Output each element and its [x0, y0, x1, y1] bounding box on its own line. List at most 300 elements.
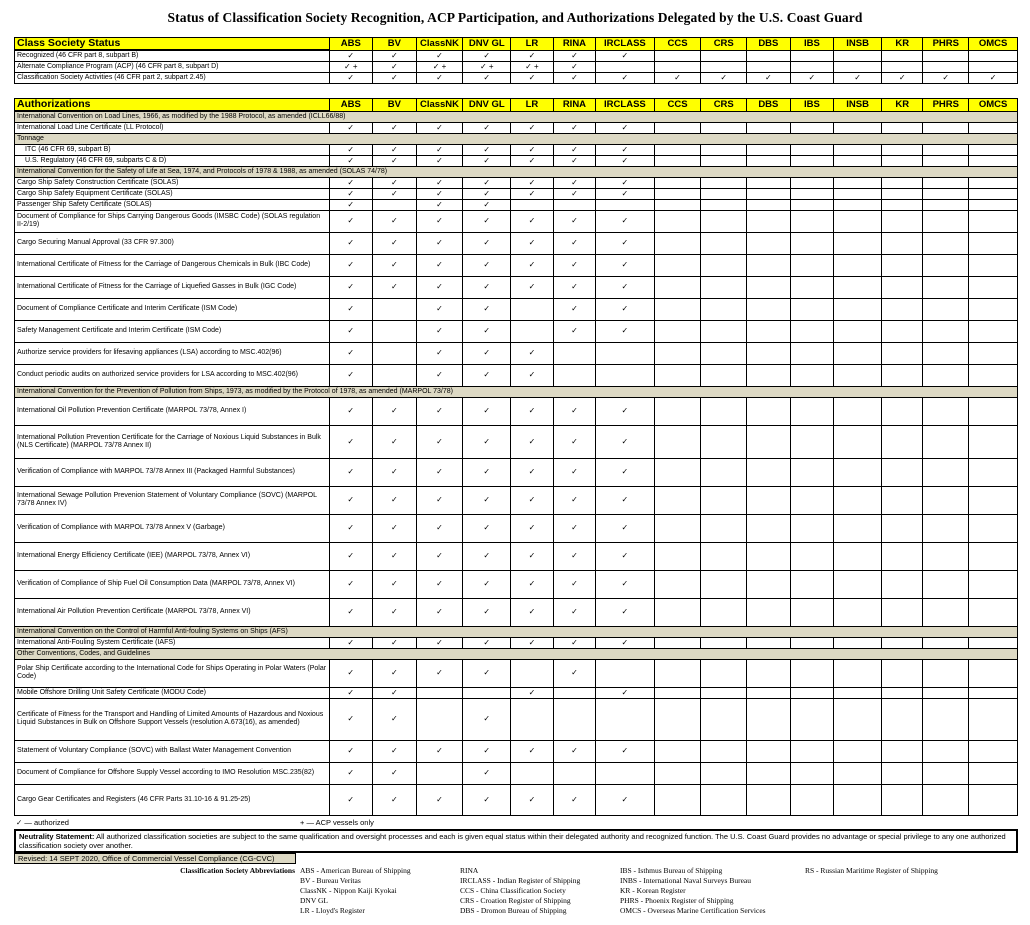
- section-label: Other Conventions, Codes, and Guidelines: [15, 648, 1018, 659]
- row-label: International Sewage Pollution Prevenion Statement of Voluntary Compliance (SOVC) (MARPOL 73/78 Annex IV): [15, 486, 330, 514]
- check-cell: [834, 542, 882, 570]
- check-cell: ✓: [596, 254, 654, 276]
- check-cell: ✓: [329, 762, 373, 784]
- check-cell: ✓: [373, 144, 417, 155]
- check-cell: ✓: [329, 659, 373, 687]
- check-cell: [834, 514, 882, 542]
- neutrality-text: All authorized classification societies are subject to the same qualification and oversight processes and each is given equal status within their delegated authority and recognized function. The U.S. Coast Guard provides no advantage or special privilege to any one authorized classification society over another.: [19, 832, 1006, 850]
- table-row: [15, 740, 1018, 762]
- check-cell: ✓: [329, 364, 373, 386]
- table-row: [15, 298, 1018, 320]
- check-cell: ✓: [596, 122, 654, 133]
- check-cell: [654, 570, 701, 598]
- check-cell: ✓: [463, 254, 511, 276]
- abbreviation-item: DNV GL: [300, 896, 328, 905]
- check-cell: [923, 659, 969, 687]
- legend-authorized: ✓ — authorized: [16, 818, 69, 827]
- check-cell: [654, 458, 701, 486]
- check-cell: ✓: [463, 570, 511, 598]
- check-cell: [790, 659, 834, 687]
- check-cell: ✓: [969, 72, 1018, 83]
- check-cell: ✓: [463, 342, 511, 364]
- abbreviation-item: OMCS - Overseas Marine Certification Services: [620, 906, 766, 915]
- check-cell: [834, 320, 882, 342]
- check-cell: [596, 698, 654, 740]
- check-cell: ✓: [329, 514, 373, 542]
- society-header: RINA: [553, 99, 596, 112]
- check-cell: ✓: [596, 486, 654, 514]
- check-cell: [969, 784, 1018, 815]
- check-cell: ✓: [553, 210, 596, 232]
- table-row: [15, 320, 1018, 342]
- check-cell: [923, 458, 969, 486]
- check-cell: ✓: [373, 784, 417, 815]
- check-cell: ✓: [416, 298, 463, 320]
- check-cell: [654, 740, 701, 762]
- check-cell: [790, 486, 834, 514]
- row-label: Authorize service providers for lifesaving appliances (LSA) according to MSC.402(96): [15, 342, 330, 364]
- check-cell: [834, 276, 882, 298]
- table-row: [15, 698, 1018, 740]
- check-cell: [747, 698, 791, 740]
- check-cell: [701, 177, 747, 188]
- check-cell: ✓: [511, 740, 554, 762]
- check-cell: [790, 144, 834, 155]
- check-cell: [834, 61, 882, 72]
- check-cell: [969, 425, 1018, 458]
- check-cell: ✓: [373, 61, 417, 72]
- check-cell: [834, 155, 882, 166]
- check-cell: [882, 254, 923, 276]
- check-cell: ✓: [416, 199, 463, 210]
- check-cell: ✓: [329, 254, 373, 276]
- check-cell: [701, 188, 747, 199]
- check-cell: [923, 177, 969, 188]
- check-cell: [969, 364, 1018, 386]
- row-label: Certificate of Fitness for the Transport and Handling of Limited Amounts of Hazardous and Noxious Liquid Substances in Bulk on Offshore Support Vessels (resolution A.673(16), as amended): [15, 698, 330, 740]
- check-cell: ✓: [511, 232, 554, 254]
- check-cell: ✓: [463, 199, 511, 210]
- check-cell: [882, 210, 923, 232]
- check-cell: ✓: [553, 570, 596, 598]
- authorizations-table: [14, 98, 1018, 816]
- check-cell: ✓: [463, 784, 511, 815]
- check-cell: [923, 298, 969, 320]
- table-row: [15, 177, 1018, 188]
- check-cell: ✓: [553, 637, 596, 648]
- section-row: [15, 386, 1018, 397]
- check-cell: ✓: [511, 364, 554, 386]
- check-cell: ✓: [416, 364, 463, 386]
- check-cell: ✓: [373, 155, 417, 166]
- check-cell: ✓: [373, 637, 417, 648]
- check-cell: [882, 342, 923, 364]
- check-cell: ✓: [553, 458, 596, 486]
- check-cell: ✓: [329, 177, 373, 188]
- check-cell: [790, 542, 834, 570]
- check-cell: ✓: [329, 298, 373, 320]
- check-cell: ✓: [373, 50, 417, 61]
- check-cell: [701, 659, 747, 687]
- check-cell: [790, 61, 834, 72]
- check-cell: ✓: [511, 50, 554, 61]
- check-cell: ✓: [511, 210, 554, 232]
- check-cell: [923, 254, 969, 276]
- check-cell: [790, 122, 834, 133]
- check-cell: ✓: [463, 122, 511, 133]
- table-row: [15, 637, 1018, 648]
- check-cell: ✓: [416, 188, 463, 199]
- check-cell: ✓: [553, 598, 596, 626]
- section-label: International Convention for the Safety of Life at Sea, 1974, and Protocols of 1978 & 1988, as amended (SOLAS 74/78): [15, 166, 1018, 177]
- check-cell: [654, 698, 701, 740]
- check-cell: [969, 210, 1018, 232]
- check-cell: [416, 762, 463, 784]
- check-cell: [701, 232, 747, 254]
- table-header-title: Class Society Status: [15, 38, 330, 51]
- check-cell: [834, 397, 882, 425]
- check-cell: ✓: [373, 72, 417, 83]
- check-cell: [923, 687, 969, 698]
- check-cell: [790, 687, 834, 698]
- check-cell: ✓: [416, 276, 463, 298]
- society-header: PHRS: [923, 99, 969, 112]
- table-row: [15, 72, 1018, 83]
- table-row: [15, 486, 1018, 514]
- check-cell: ✓: [882, 72, 923, 83]
- check-cell: [747, 687, 791, 698]
- check-cell: ✓: [329, 320, 373, 342]
- check-cell: [747, 486, 791, 514]
- check-cell: [923, 199, 969, 210]
- table-row: [15, 276, 1018, 298]
- row-label: Conduct periodic audits on authorized service providers for LSA according to MSC.402(96): [15, 364, 330, 386]
- table-header-row: [15, 99, 1018, 112]
- section-row: [15, 626, 1018, 637]
- check-cell: ✓: [790, 72, 834, 83]
- check-cell: ✓: [329, 199, 373, 210]
- table-row: [15, 762, 1018, 784]
- check-cell: [654, 637, 701, 648]
- abbreviation-item: LR - Lloyd's Register: [300, 906, 365, 915]
- check-cell: ✓: [329, 542, 373, 570]
- check-cell: ✓: [373, 542, 417, 570]
- check-cell: [747, 50, 791, 61]
- check-cell: [654, 762, 701, 784]
- section-label: International Convention for the Prevention of Pollution from Ships, 1973, as modified by the Protocol of 1978, as amended (MARPOL 73/78): [15, 386, 1018, 397]
- check-cell: ✓: [373, 514, 417, 542]
- check-cell: [923, 155, 969, 166]
- check-cell: ✓: [553, 50, 596, 61]
- society-header: BV: [373, 99, 417, 112]
- check-cell: ✓: [553, 122, 596, 133]
- check-cell: [747, 276, 791, 298]
- check-cell: [654, 542, 701, 570]
- check-cell: ✓: [596, 425, 654, 458]
- row-label: International Anti-Fouling System Certificate (IAFS): [15, 637, 330, 648]
- check-cell: ✓: [416, 458, 463, 486]
- check-cell: [969, 598, 1018, 626]
- check-cell: [747, 784, 791, 815]
- check-cell: ✓: [511, 570, 554, 598]
- abbreviation-item: CRS - Croation Register of Shipping: [460, 896, 571, 905]
- check-cell: [790, 458, 834, 486]
- check-cell: ✓: [373, 762, 417, 784]
- check-cell: [923, 486, 969, 514]
- check-cell: ✓: [463, 542, 511, 570]
- row-label: Cargo Ship Safety Equipment Certificate (SOLAS): [15, 188, 330, 199]
- check-cell: [969, 762, 1018, 784]
- check-cell: [654, 188, 701, 199]
- check-cell: [701, 425, 747, 458]
- table-row: [15, 425, 1018, 458]
- check-cell: [834, 598, 882, 626]
- check-cell: ✓: [511, 188, 554, 199]
- abbreviation-item: DBS - Dromon Bureau of Shipping: [460, 906, 567, 915]
- abbreviations-title: Classification Society Abbreviations: [180, 866, 295, 875]
- check-cell: [882, 276, 923, 298]
- check-cell: ✓: [463, 276, 511, 298]
- check-cell: [701, 298, 747, 320]
- check-cell: ✓: [416, 637, 463, 648]
- abbreviation-item: BV - Bureau Veritas: [300, 876, 361, 885]
- check-cell: [882, 61, 923, 72]
- check-cell: [882, 397, 923, 425]
- check-cell: [701, 458, 747, 486]
- check-cell: ✓: [373, 698, 417, 740]
- check-cell: [790, 364, 834, 386]
- check-cell: [654, 320, 701, 342]
- check-cell: ✓: [553, 276, 596, 298]
- check-cell: [790, 342, 834, 364]
- check-cell: [654, 122, 701, 133]
- check-cell: [701, 61, 747, 72]
- check-cell: [790, 598, 834, 626]
- check-cell: [373, 199, 417, 210]
- check-cell: ✓: [511, 155, 554, 166]
- check-cell: [416, 698, 463, 740]
- check-cell: [747, 514, 791, 542]
- society-header: CCS: [654, 38, 701, 51]
- check-cell: ✓: [416, 122, 463, 133]
- check-cell: [882, 298, 923, 320]
- check-cell: [747, 188, 791, 199]
- check-cell: ✓: [553, 72, 596, 83]
- check-cell: [923, 276, 969, 298]
- society-header: LR: [511, 38, 554, 51]
- check-cell: [511, 698, 554, 740]
- row-label: International Oil Pollution Prevention Certificate (MARPOL 73/78, Annex I): [15, 397, 330, 425]
- check-cell: [882, 458, 923, 486]
- check-cell: [701, 210, 747, 232]
- section-label: International Convention on the Control of Harmful Anti-fouling Systems on Ships (AFS): [15, 626, 1018, 637]
- check-cell: ✓: [596, 397, 654, 425]
- check-cell: ✓: [553, 425, 596, 458]
- check-cell: [654, 144, 701, 155]
- table-row: [15, 542, 1018, 570]
- check-cell: [511, 320, 554, 342]
- society-header: INSB: [834, 99, 882, 112]
- check-cell: ✓: [511, 122, 554, 133]
- society-header: DBS: [747, 38, 791, 51]
- check-cell: ✓: [329, 50, 373, 61]
- check-cell: [790, 276, 834, 298]
- check-cell: ✓: [511, 144, 554, 155]
- row-label: International Pollution Prevention Certificate for the Carriage of Noxious Liquid Substances in Bulk (NLS Certificate) (MARPOL 73/78 Annex II): [15, 425, 330, 458]
- check-cell: [882, 177, 923, 188]
- check-cell: [701, 320, 747, 342]
- section-row: [15, 133, 1018, 144]
- check-cell: ✓: [511, 514, 554, 542]
- table-row: [15, 659, 1018, 687]
- check-cell: [596, 61, 654, 72]
- check-cell: [882, 637, 923, 648]
- check-cell: ✓ +: [463, 61, 511, 72]
- check-cell: [747, 659, 791, 687]
- check-cell: [654, 342, 701, 364]
- check-cell: ✓: [596, 155, 654, 166]
- check-cell: [969, 122, 1018, 133]
- check-cell: ✓: [463, 514, 511, 542]
- check-cell: [747, 122, 791, 133]
- society-header: IBS: [790, 99, 834, 112]
- check-cell: ✓: [416, 486, 463, 514]
- check-cell: ✓: [329, 637, 373, 648]
- check-cell: ✓: [596, 740, 654, 762]
- check-cell: [747, 637, 791, 648]
- check-cell: ✓: [373, 122, 417, 133]
- row-label: Verification of Compliance with MARPOL 73/78 Annex V (Garbage): [15, 514, 330, 542]
- check-cell: [969, 188, 1018, 199]
- check-cell: [416, 687, 463, 698]
- table-header-title: Authorizations: [15, 99, 330, 112]
- abbreviations-column: [460, 866, 580, 916]
- check-cell: ✓: [416, 598, 463, 626]
- check-cell: [923, 784, 969, 815]
- abbreviations-column: [620, 866, 766, 916]
- check-cell: [701, 364, 747, 386]
- check-cell: ✓: [329, 740, 373, 762]
- check-cell: [882, 784, 923, 815]
- row-label: Document of Compliance Certificate and Interim Certificate (ISM Code): [15, 298, 330, 320]
- check-cell: ✓: [553, 254, 596, 276]
- check-cell: [969, 542, 1018, 570]
- check-cell: ✓ +: [416, 61, 463, 72]
- check-cell: ✓: [416, 210, 463, 232]
- check-cell: [882, 320, 923, 342]
- check-cell: [923, 425, 969, 458]
- society-header: CRS: [701, 99, 747, 112]
- check-cell: ✓: [416, 72, 463, 83]
- check-cell: [923, 570, 969, 598]
- check-cell: ✓: [596, 637, 654, 648]
- check-cell: ✓: [416, 155, 463, 166]
- check-cell: [747, 199, 791, 210]
- check-cell: ✓: [463, 364, 511, 386]
- check-cell: [553, 364, 596, 386]
- check-cell: ✓: [511, 425, 554, 458]
- check-cell: [834, 637, 882, 648]
- table-row: [15, 514, 1018, 542]
- check-cell: ✓: [416, 342, 463, 364]
- society-header: BV: [373, 38, 417, 51]
- society-header: ClassNK: [416, 99, 463, 112]
- check-cell: [834, 740, 882, 762]
- row-label: Document of Compliance for Ships Carrying Dangerous Goods (IMSBC Code) (SOLAS regulation II-2/19): [15, 210, 330, 232]
- abbreviations-column: [805, 866, 938, 876]
- check-cell: ✓: [373, 425, 417, 458]
- check-cell: [553, 342, 596, 364]
- check-cell: [790, 784, 834, 815]
- check-cell: [701, 740, 747, 762]
- check-cell: ✓: [416, 542, 463, 570]
- abbreviation-item: IRCLASS - Indian Register of Shipping: [460, 876, 581, 885]
- check-cell: ✓: [329, 397, 373, 425]
- society-header: OMCS: [969, 38, 1018, 51]
- check-cell: ✓: [596, 188, 654, 199]
- check-cell: ✓ +: [329, 61, 373, 72]
- check-cell: [790, 155, 834, 166]
- section-row: [15, 166, 1018, 177]
- check-cell: [701, 144, 747, 155]
- check-cell: [654, 298, 701, 320]
- check-cell: [511, 659, 554, 687]
- check-cell: ✓: [373, 740, 417, 762]
- check-cell: ✓: [373, 570, 417, 598]
- row-label: Document of Compliance for Offshore Supply Vessel according to IMO Resolution MSC.235(82): [15, 762, 330, 784]
- check-cell: ✓: [373, 210, 417, 232]
- check-cell: [511, 762, 554, 784]
- check-cell: [969, 514, 1018, 542]
- check-cell: [463, 687, 511, 698]
- check-cell: [654, 514, 701, 542]
- check-cell: [701, 570, 747, 598]
- check-cell: [654, 659, 701, 687]
- check-cell: [969, 276, 1018, 298]
- society-header: ClassNK: [416, 38, 463, 51]
- row-label: ITC (46 CFR 69, subpart B): [15, 144, 330, 155]
- check-cell: [790, 254, 834, 276]
- society-header: DBS: [747, 99, 791, 112]
- check-cell: [923, 514, 969, 542]
- check-cell: ✓: [329, 210, 373, 232]
- check-cell: ✓: [747, 72, 791, 83]
- check-cell: ✓: [596, 458, 654, 486]
- society-header: DNV GL: [463, 99, 511, 112]
- society-header: IRCLASS: [596, 38, 654, 51]
- row-label: Verification of Compliance of Ship Fuel Oil Consumption Data (MARPOL 73/78, Annex VI): [15, 570, 330, 598]
- neutrality-statement: [14, 829, 1018, 853]
- check-cell: [969, 687, 1018, 698]
- check-cell: ✓: [463, 188, 511, 199]
- check-cell: ✓: [373, 397, 417, 425]
- check-cell: [596, 659, 654, 687]
- check-cell: [373, 298, 417, 320]
- check-cell: [701, 397, 747, 425]
- check-cell: [969, 50, 1018, 61]
- society-header: CCS: [654, 99, 701, 112]
- check-cell: [701, 276, 747, 298]
- check-cell: [511, 199, 554, 210]
- check-cell: [654, 276, 701, 298]
- check-cell: ✓: [511, 276, 554, 298]
- check-cell: [790, 199, 834, 210]
- check-cell: ✓: [596, 320, 654, 342]
- check-cell: ✓: [329, 598, 373, 626]
- check-cell: [701, 254, 747, 276]
- check-cell: ✓: [553, 61, 596, 72]
- check-cell: [701, 762, 747, 784]
